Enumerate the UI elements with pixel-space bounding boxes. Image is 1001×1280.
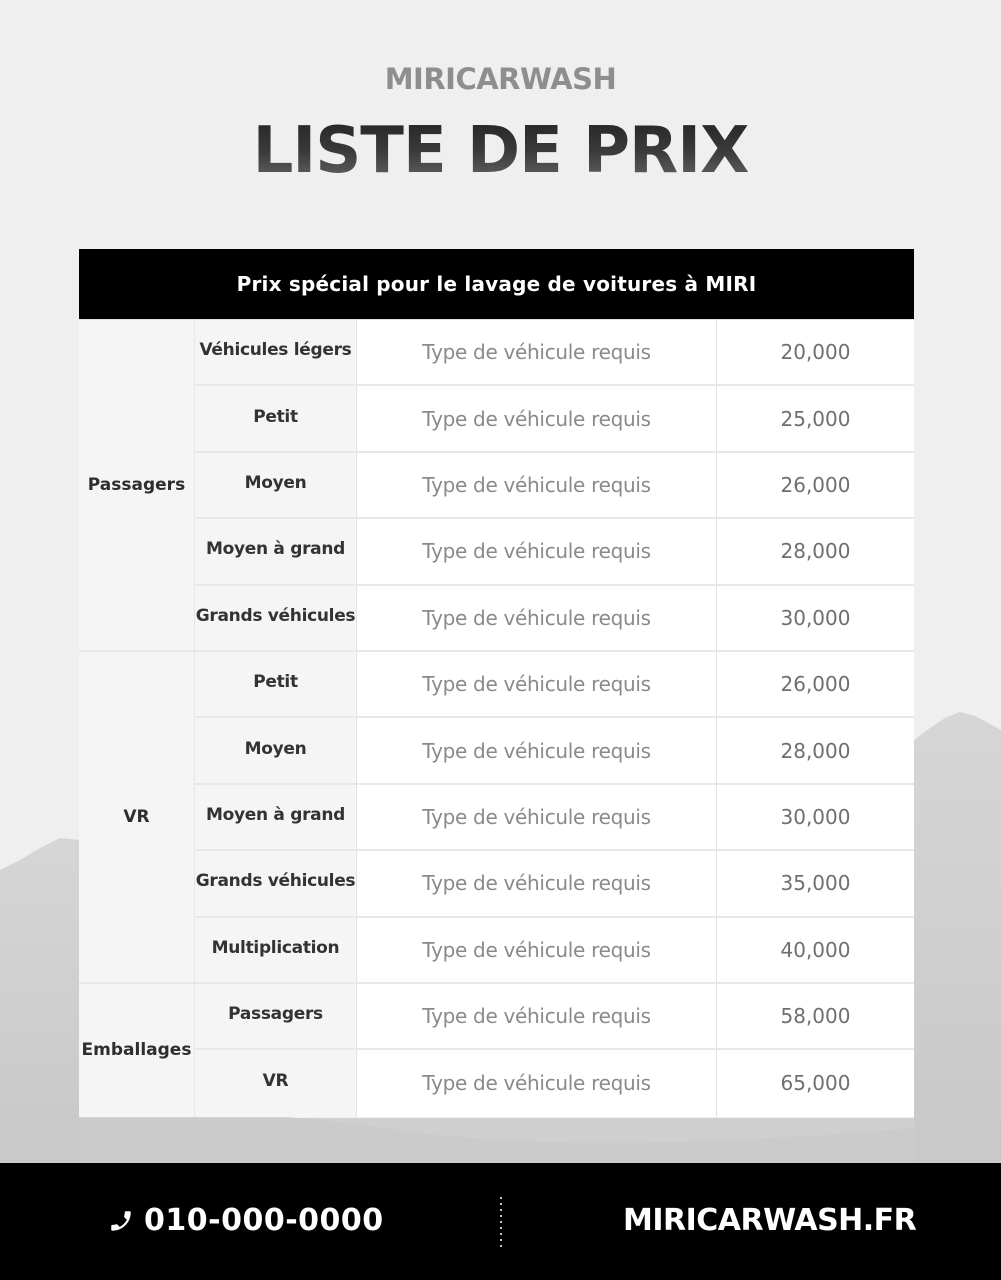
category-cell: Moyen à grand (195, 785, 357, 851)
group-label-passagers: Passagers (79, 320, 195, 652)
vehicle-type-cell: Type de véhicule requis (357, 453, 717, 519)
vehicle-type-cell: Type de véhicule requis (357, 519, 717, 585)
vehicle-type-cell: Type de véhicule requis (357, 851, 717, 917)
dotted-divider (500, 1195, 502, 1249)
category-cell: Passagers (195, 984, 357, 1050)
category-cell: Petit (195, 386, 357, 452)
category-cell: Grands véhicules (195, 851, 357, 917)
category-cell: Grands véhicules (195, 586, 357, 652)
table-caption: Prix spécial pour le lavage de voitures à MIRI (79, 249, 914, 319)
page-title: LISTE DE PRIX (0, 114, 1001, 188)
price-cell: 20,000 (717, 320, 914, 386)
price-cell: 65,000 (717, 1050, 914, 1116)
category-cell: VR (195, 1050, 357, 1116)
contact-footer (0, 1163, 1001, 1280)
price-table (79, 249, 914, 1117)
category-cell: Moyen à grand (195, 519, 357, 585)
vehicle-type-cell: Type de véhicule requis (357, 386, 717, 452)
vehicle-type-cell: Type de véhicule requis (357, 785, 717, 851)
brand-name: MIRICARWASH (384, 62, 617, 96)
category-cell: Véhicules légers (195, 320, 357, 386)
group-label-vr: VR (79, 652, 195, 984)
vehicle-type-cell: Type de véhicule requis (357, 652, 717, 718)
category-cell: Moyen (195, 718, 357, 784)
price-cell: 26,000 (717, 652, 914, 718)
vehicle-type-cell: Type de véhicule requis (357, 1050, 717, 1116)
vehicle-type-cell: Type de véhicule requis (357, 984, 717, 1050)
table-body (79, 319, 914, 1117)
phone-number: 010-000-0000 (144, 1203, 384, 1238)
price-cell: 25,000 (717, 386, 914, 452)
price-cell: 28,000 (717, 718, 914, 784)
category-cell: Multiplication (195, 918, 357, 984)
price-cell: 35,000 (717, 851, 914, 917)
phone-icon (108, 1206, 134, 1236)
website-link[interactable]: MIRICARWASH.FR (623, 1203, 917, 1238)
group-label-emballages: Emballages (79, 984, 195, 1117)
category-cell: Petit (195, 652, 357, 718)
price-cell: 30,000 (717, 785, 914, 851)
price-cell: 28,000 (717, 519, 914, 585)
price-cell: 30,000 (717, 586, 914, 652)
vehicle-type-cell: Type de véhicule requis (357, 586, 717, 652)
vehicle-type-cell: Type de véhicule requis (357, 718, 717, 784)
category-cell: Moyen (195, 453, 357, 519)
price-cell: 26,000 (717, 453, 914, 519)
price-cell: 58,000 (717, 984, 914, 1050)
price-cell: 40,000 (717, 918, 914, 984)
phone-contact[interactable] (108, 1203, 384, 1238)
vehicle-type-cell: Type de véhicule requis (357, 320, 717, 386)
vehicle-type-cell: Type de véhicule requis (357, 918, 717, 984)
